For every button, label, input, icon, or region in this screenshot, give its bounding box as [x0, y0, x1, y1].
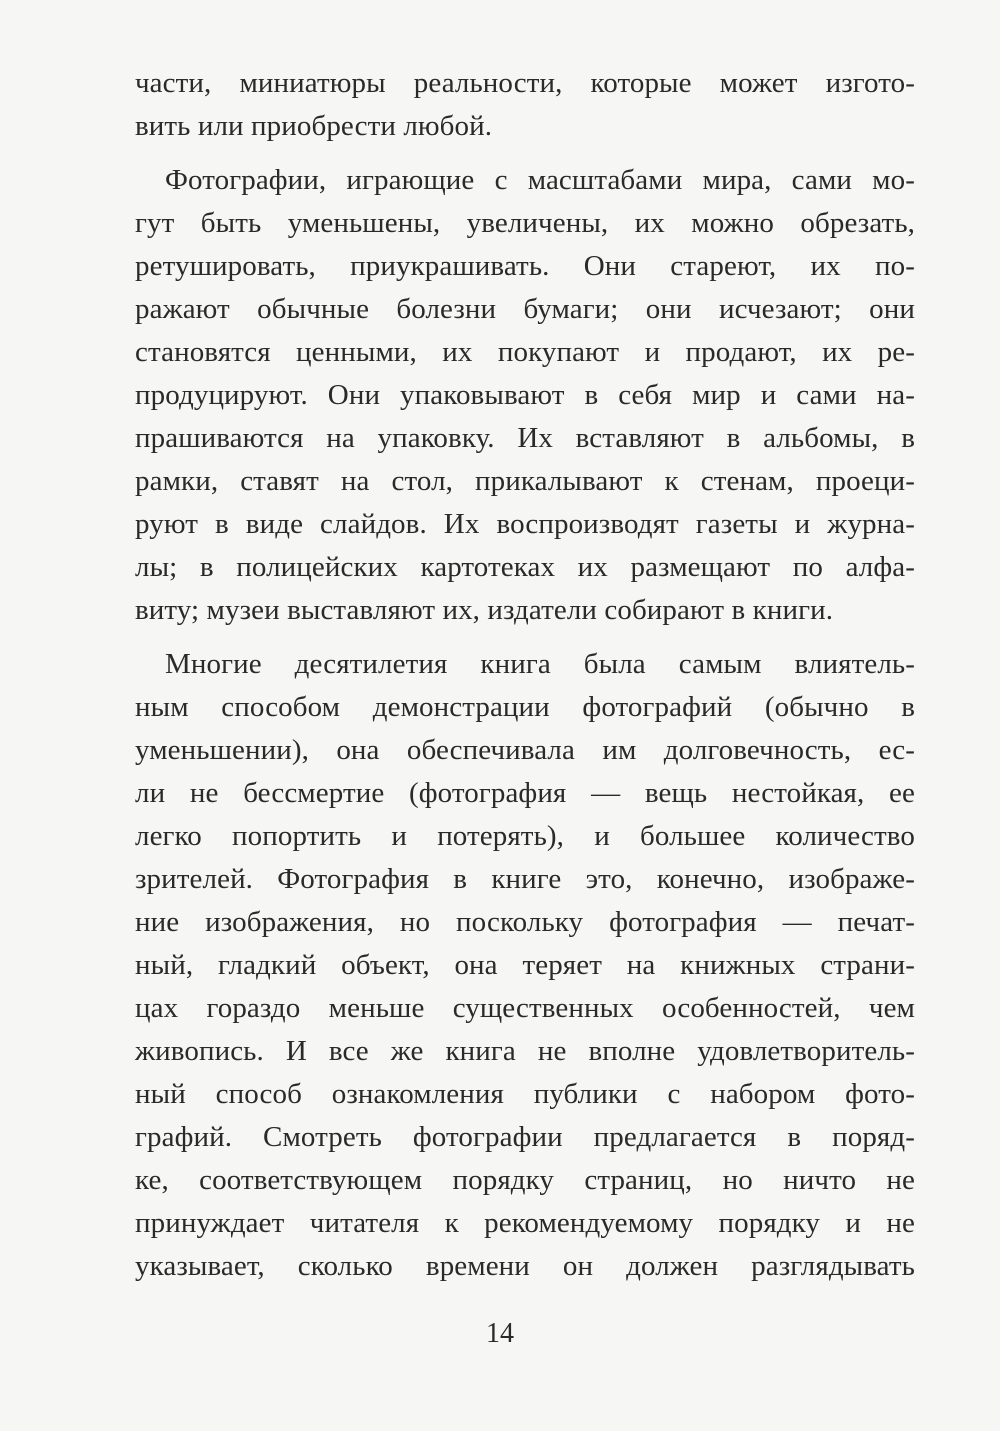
text-line: вить или приобрести любой. [135, 110, 493, 142]
paragraph-1 [135, 62, 915, 148]
text-line: легко попортить и потерять), и большее количество [135, 820, 915, 852]
text-line: ретушировать, приукрашивать. Они стареют, их по- [135, 250, 915, 282]
text-line: живопись. И все же книга не вполне удовлетворитель- [135, 1035, 915, 1067]
text-line: лы; в полицейских картотеках их размещают по алфа- [135, 551, 915, 583]
body-text [135, 62, 915, 1288]
text-line: руют в виде слайдов. Их воспроизводят газеты и журна- [135, 508, 915, 540]
text-line: ние изображения, но поскольку фотография — печат- [135, 906, 915, 938]
text-line: прашиваются на упаковку. Их вставляют в альбомы, в [135, 422, 915, 454]
paragraph-2 [135, 159, 915, 632]
text-line: зрителей. Фотография в книге это, конечно, изображе- [135, 863, 915, 895]
text-line: указывает, сколько времени он должен разглядывать [135, 1250, 915, 1282]
text-line: уменьшении), она обеспечивала им долговечность, ес- [135, 734, 915, 766]
text-line: гут быть уменьшены, увеличены, их можно обрезать, [135, 207, 915, 239]
text-line: ный способ ознакомления публики с набором фото- [135, 1078, 915, 1110]
text-line: графий. Смотреть фотографии предлагается в поряд- [135, 1121, 915, 1153]
text-line: продуцируют. Они упаковывают в себя мир и сами на- [135, 379, 915, 411]
text-line: Фотографии, играющие с масштабами мира, сами мо- [165, 164, 915, 196]
paragraph-3 [135, 643, 915, 1288]
text-line: ли не бессмертие (фотография — вещь нестойкая, ее [135, 777, 915, 809]
page-number: 14 [486, 1318, 514, 1349]
text-line: ным способом демонстрации фотографий (обычно в [135, 691, 915, 723]
text-line: рамки, ставят на стол, прикалывают к стенам, проеци- [135, 465, 915, 497]
text-line: виту; музеи выставляют их, издатели собирают в книги. [135, 594, 834, 626]
text-line: ражают обычные болезни бумаги; они исчезают; они [135, 293, 915, 325]
text-line: Многие десятилетия книга была самым влиятель- [165, 648, 915, 680]
text-line: цах гораздо меньше существенных особенностей, чем [135, 992, 915, 1024]
text-line: ный, гладкий объект, она теряет на книжных страни- [135, 949, 915, 981]
text-line: части, миниатюры реальности, которые может изгото- [135, 67, 915, 99]
text-line: принуждает читателя к рекомендуемому порядку и не [135, 1207, 915, 1239]
text-line: ке, соответствующем порядку страниц, но ничто не [135, 1164, 915, 1196]
text-line: становятся ценными, их покупают и продают, их ре- [135, 336, 915, 368]
